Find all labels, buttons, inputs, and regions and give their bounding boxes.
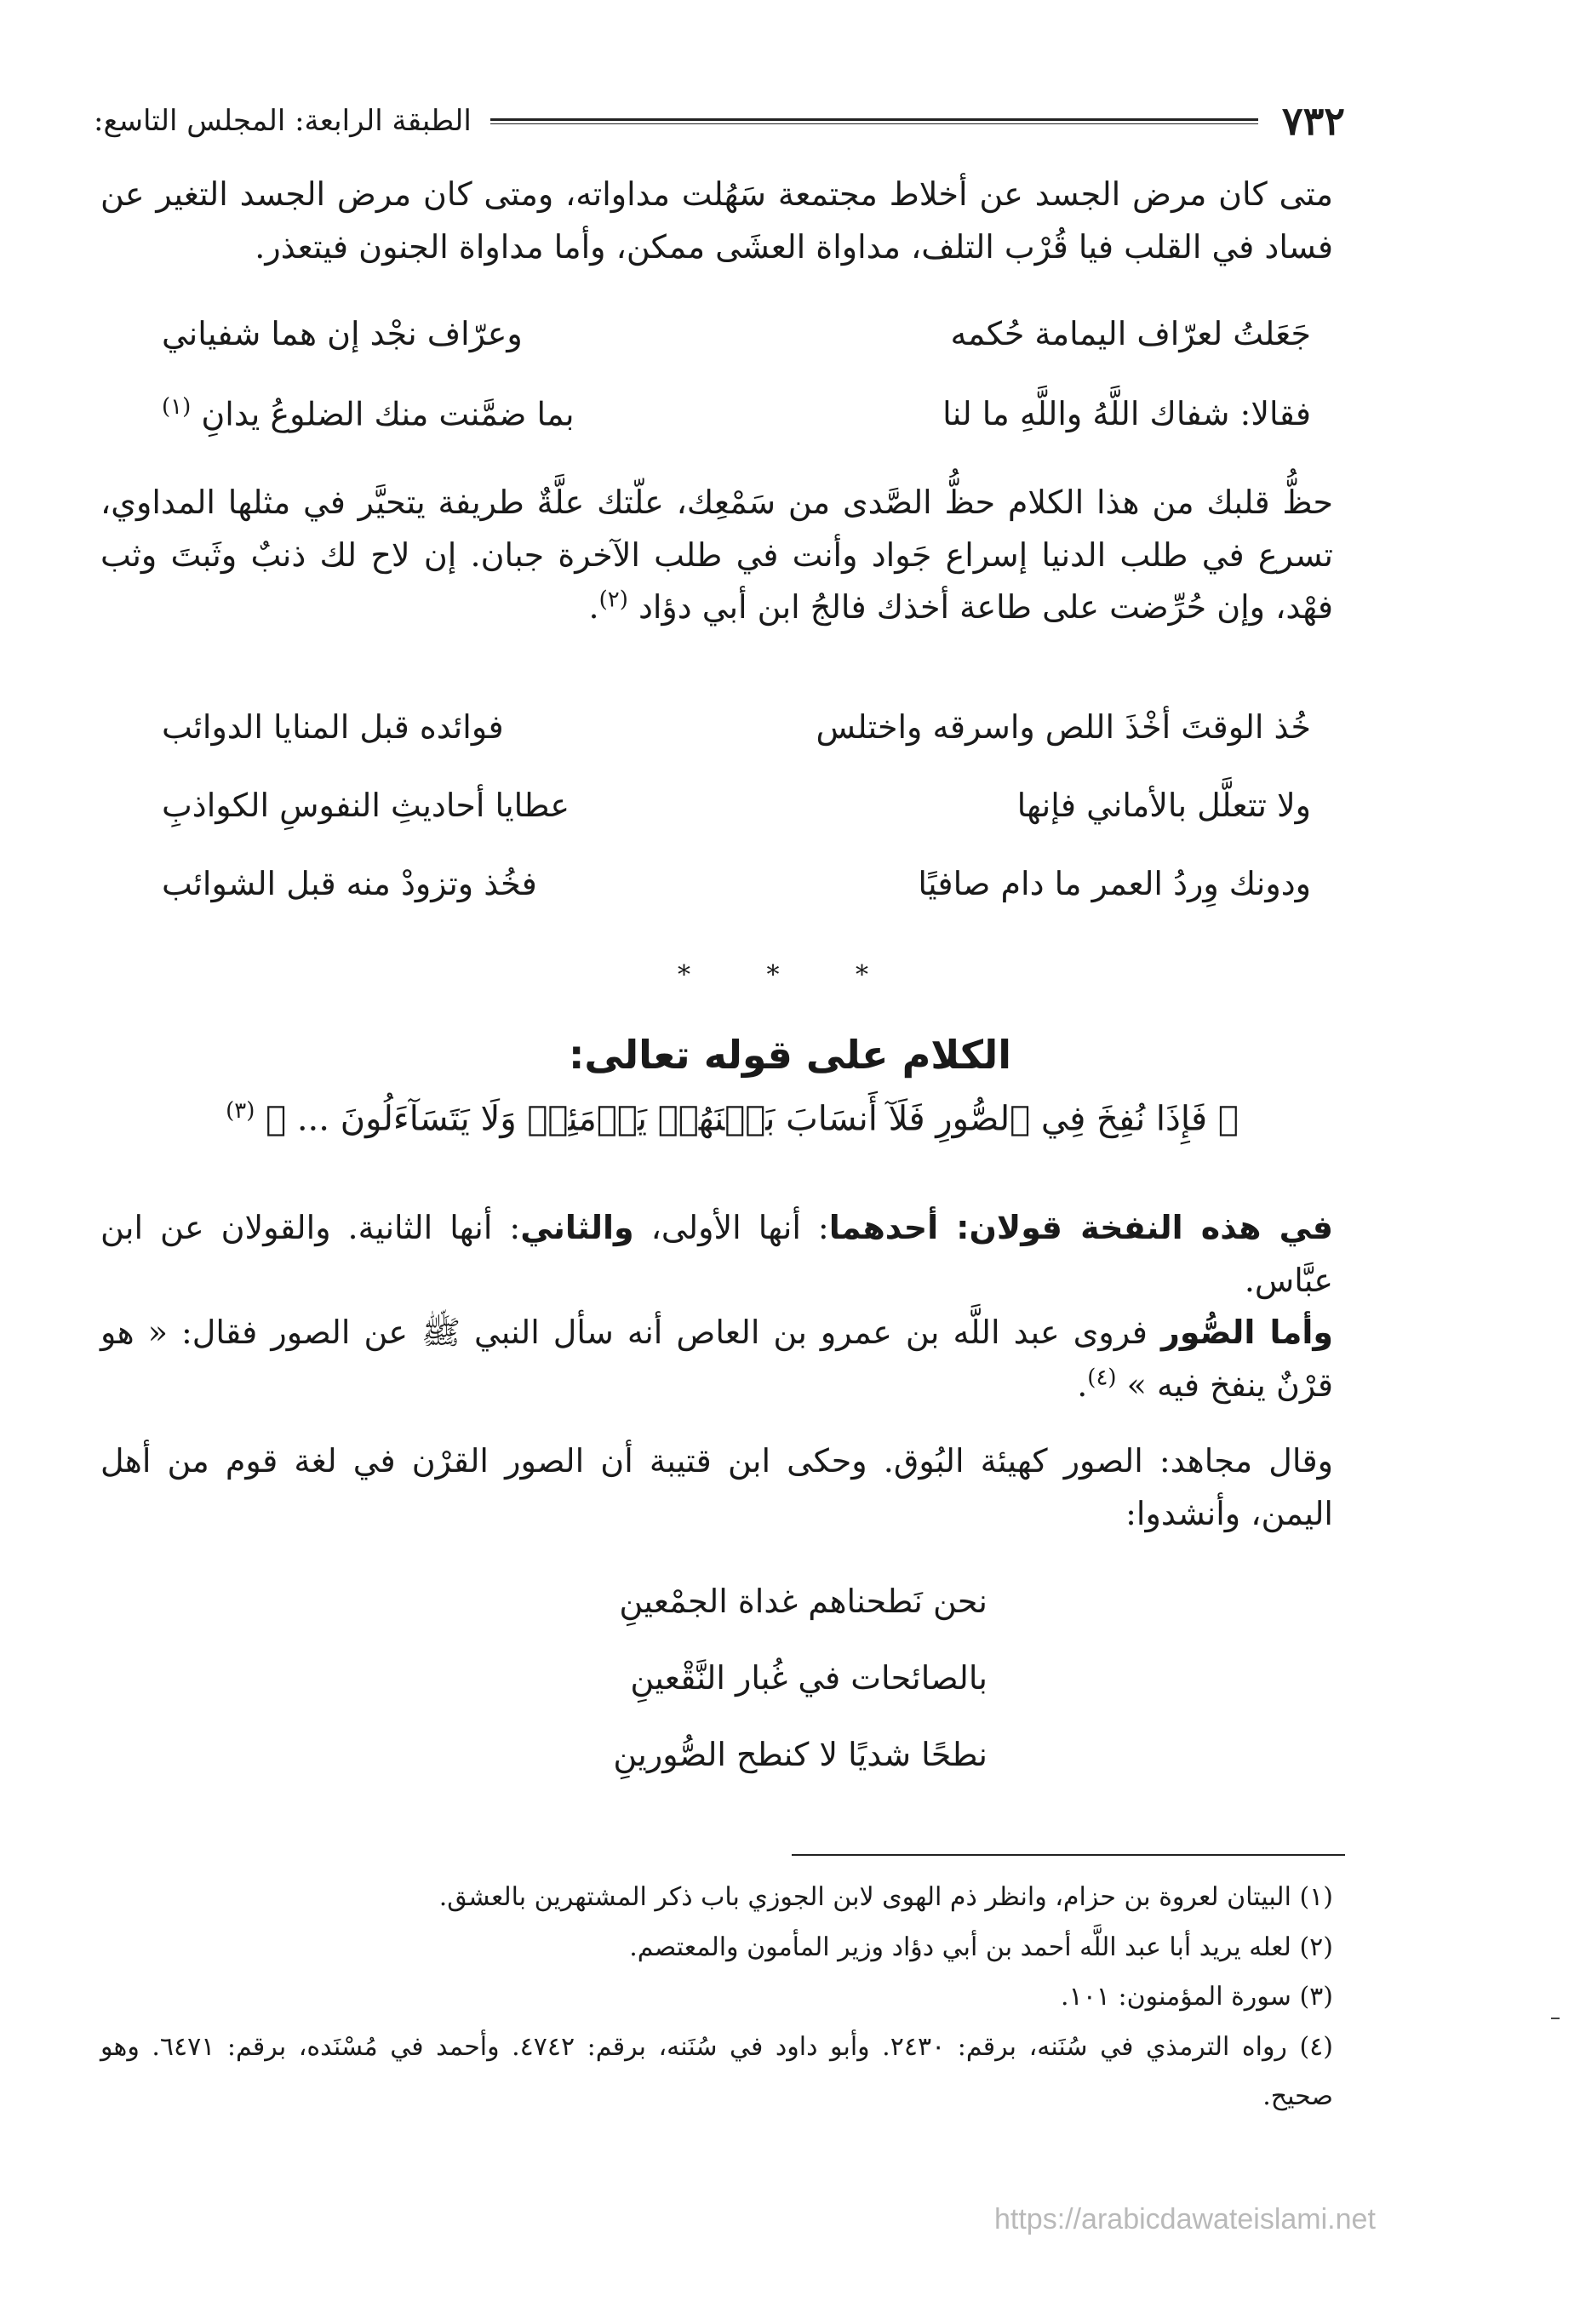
verse-second-hemistich bbox=[162, 393, 713, 436]
rajaz-line: نطحًا شديًا لا كنطح الصُّورينِ bbox=[613, 1736, 988, 1773]
paragraph-body: : أنها الثانية. والقولان عن ابن عبَّاس. bbox=[100, 1209, 1333, 1299]
bold-term: وأما الصُّور bbox=[1160, 1314, 1333, 1352]
paragraph-text: وأما الصُّور فروى عبد اللَّه بن عمرو بن العاص أنه سأل النبي ﷺ عن الصور فقال: « هو قرْنٌ ينفخ فيه » $^{(٤)}$. bbox=[100, 1314, 1333, 1404]
section-heading: الكلام على قوله تعالى: bbox=[568, 1032, 1012, 1078]
bold-term: في هذه النفخة قولان: أحدهما bbox=[828, 1209, 1333, 1246]
footnote: (١) البيتان لعروة بن حزام، وانظر ذم الهوى لابن الجوزي باب ذكر المشتهرين بالعشق. bbox=[438, 1882, 1333, 1912]
rajaz-line: نحن نَطحناهم غداة الجمْعينِ bbox=[619, 1583, 988, 1620]
rajaz-line: بالصائحات في غُبار النَّقْعينِ bbox=[630, 1659, 988, 1697]
section-separator: * * * bbox=[677, 960, 903, 990]
verse-first-hemistich: ولا تتعلَّل بالأماني فإنها bbox=[1016, 787, 1311, 824]
paragraph-text bbox=[100, 1202, 1333, 1307]
footnote-ref: (٢) bbox=[598, 587, 628, 613]
margin-mark bbox=[1551, 2018, 1560, 2019]
footnote-divider bbox=[792, 1854, 1345, 1856]
quran-text: ﴿ فَإِذَا نُفِخَ فِي ٱلصُّورِ فَلَآ أَنسَابَ بَيۡنَهُمۡ يَوۡمَئِذٖ وَلَا يَتَسَآءَلُونَ ... ﴾ bbox=[266, 1099, 1239, 1139]
verse-first-hemistich: خُذ الوقتَ أخْذَ اللص واسرقه واختلس bbox=[816, 708, 1311, 746]
verse-second-hemistich: وعرّاف نجْد إن هما شفياني bbox=[162, 315, 523, 352]
page-number: ٧٣٢ bbox=[1281, 98, 1345, 144]
paragraph-text: متى كان مرض الجسد عن أخلاط مجتمعة سَهُلت مداواته، ومتى كان مرض الجسد التغير عن فساد في القلب فيا قُرْب التلف، مداواة العشَى ممكن، وأما مداواة الجنون فيتعذر. bbox=[100, 175, 1333, 266]
footnote: (٤) رواه الترمذي في سُنَنه، برقم: ٢٤٣٠. وأبو داود في سُنَنه، برقم: ٤٧٤٢. وأحمد في مُسْنَده، برقم: ٦٤٧١. وهو صحيح. bbox=[100, 2031, 1333, 2111]
paragraph-body: فروى عبد اللَّه بن عمرو بن العاص أنه سأل النبي ﷺ عن الصور فقال: « هو قرْنٌ ينفخ فيه » bbox=[100, 1314, 1333, 1404]
verse-first-hemistich: جَعَلتُ لعرّاف اليمامة حُكمه bbox=[950, 315, 1311, 352]
footnote: (٣) سورة المؤمنون: ١٠١. bbox=[1061, 1982, 1333, 2012]
running-title: الطبقة الرابعة: المجلس التاسع: bbox=[94, 104, 472, 138]
verse-line bbox=[162, 313, 1311, 355]
paragraph-body: حظُّ قلبك من هذا الكلام حظُّ الصَّدى من سَمْعِك، علّتك علَّةٌ طريفة يتحيَّر في مثلها المداوي، تسرع في طلب الدنيا إسراع جَواد وأنت في طلب الآخرة جبان. إن لاح لك ذنبٌ وثَبتَ وثب فهْد، وإن حُرِّضت على طاعة أخذك فالجُ ابن أبي دؤاد bbox=[100, 484, 1333, 627]
verse-second-hemistich: فخُذ وتزودْ منه قبل الشوائب bbox=[162, 865, 537, 902]
watermark-url: https://arabicdawateislami.net bbox=[994, 2203, 1376, 2235]
verse-line bbox=[162, 707, 1311, 748]
paragraph-2 bbox=[100, 477, 1333, 634]
verse-second-text: بما ضمَّنت منك الضلوعُ يدانِ bbox=[201, 395, 575, 433]
paragraph-body: : أنها الأولى، bbox=[633, 1209, 829, 1246]
paragraph-text: حظُّ قلبك من هذا الكلام حظُّ الصَّدى من سَمْعِك، علّتك علَّةٌ طريفة يتحيَّر في مثلها المداوي، تسرع في طلب الدنيا إسراع جَواد وأنت في طلب الآخرة جبان. إن لاح لك ذنبٌ وثَبتَ وثب فهْد، وإن حُرِّضت على طاعة أخذك فالجُ ابن أبي دؤاد $^{(٢)}$. bbox=[100, 484, 1333, 627]
footnote-ref: (١) bbox=[162, 394, 192, 420]
verse-first-hemistich: فقالا: شفاك اللَّهُ واللَّهِ ما لنا bbox=[942, 395, 1311, 432]
verse-second-hemistich: عطايا أحاديثِ النفوسِ الكواذبِ bbox=[162, 787, 570, 824]
verse-line bbox=[162, 393, 1311, 436]
footnote-ref: (٣) bbox=[226, 1098, 255, 1124]
paragraph-3 bbox=[100, 1202, 1333, 1411]
verse-second-hemistich: فوائده قبل المنايا الدوائب bbox=[162, 708, 504, 746]
paragraph-text: وقال مجاهد: الصور كهيئة البُوق. وحكى ابن قتيبة أن الصور القرْن في لغة قوم من أهل اليمن، وأنشدوا: bbox=[100, 1442, 1333, 1532]
paragraph-4 bbox=[100, 1435, 1333, 1540]
header-rule bbox=[490, 118, 1258, 124]
footnote-ref: (٤) bbox=[1087, 1364, 1117, 1390]
bold-term: والثاني bbox=[520, 1209, 634, 1246]
footnotes bbox=[100, 1873, 1333, 2122]
verse-first-hemistich: ودونك وِردُ العمر ما دام صافيًا bbox=[918, 865, 1311, 902]
page-header bbox=[94, 95, 1345, 146]
paragraph-1 bbox=[100, 169, 1333, 273]
verse-line bbox=[162, 785, 1311, 827]
verse-line bbox=[162, 863, 1311, 905]
quran-verse bbox=[170, 1098, 1294, 1138]
footnote: (٢) لعله يريد أبا عبد اللَّه أحمد بن أبي دؤاد وزير المأمون والمعتصم. bbox=[629, 1932, 1333, 1962]
